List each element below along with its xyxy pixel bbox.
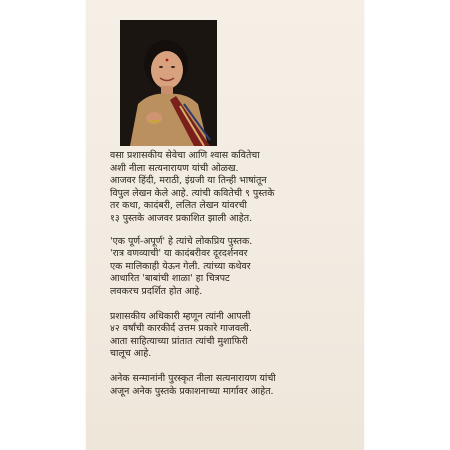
book-back-cover	[86, 0, 364, 450]
author-bio	[110, 150, 350, 410]
bio-paragraph-3: प्रशासकीय अधिकारी म्हणून त्यांनी आपली ४२ वर्षांची कारकीर्द उत्तम प्रकारे गाजवली. आता साहित्याच्या प्रांतात त्यांची मुशाफिरी चालूच आहे.	[110, 310, 252, 360]
bio-paragraph-2: 'एक पूर्ण-अपूर्ण' हे त्यांचे लोकप्रिय पुस्तक. 'रात्र वणव्याची' या कादंबरीवर दूरदर्शनवर एक मालिकाही येऊन गेली. त्यांच्या कथेवर आधारित 'बाबांची शाळा' हा चित्रपट लवकरच प्रदर्शित होत आहे.	[110, 235, 253, 297]
bio-paragraph-4: अनेक सन्मानांनी पुरस्कृत नीला सत्यनारायण यांची अजून अनेक पुस्तके प्रकाशनाच्या मार्गावर आहेत.	[110, 372, 276, 397]
author-portrait-icon	[120, 20, 217, 146]
bio-paragraph-1: वसा प्रशासकीय सेवेचा आणि श्वास कवितेचा अशी नीला सत्यनारायण यांची ओळख. आजवर हिंदी, मराठी, इंग्रजी या तिन्ही भाषांतून विपुल लेखन केले आहे. त्यांची कवितेची ९ पुस्तके तर कथा, कादंबरी, ललित लेखन यांवरची १३ पुस्तके आजवर प्रकाशित झाली आहेत.	[110, 150, 275, 224]
author-photo	[120, 20, 217, 146]
